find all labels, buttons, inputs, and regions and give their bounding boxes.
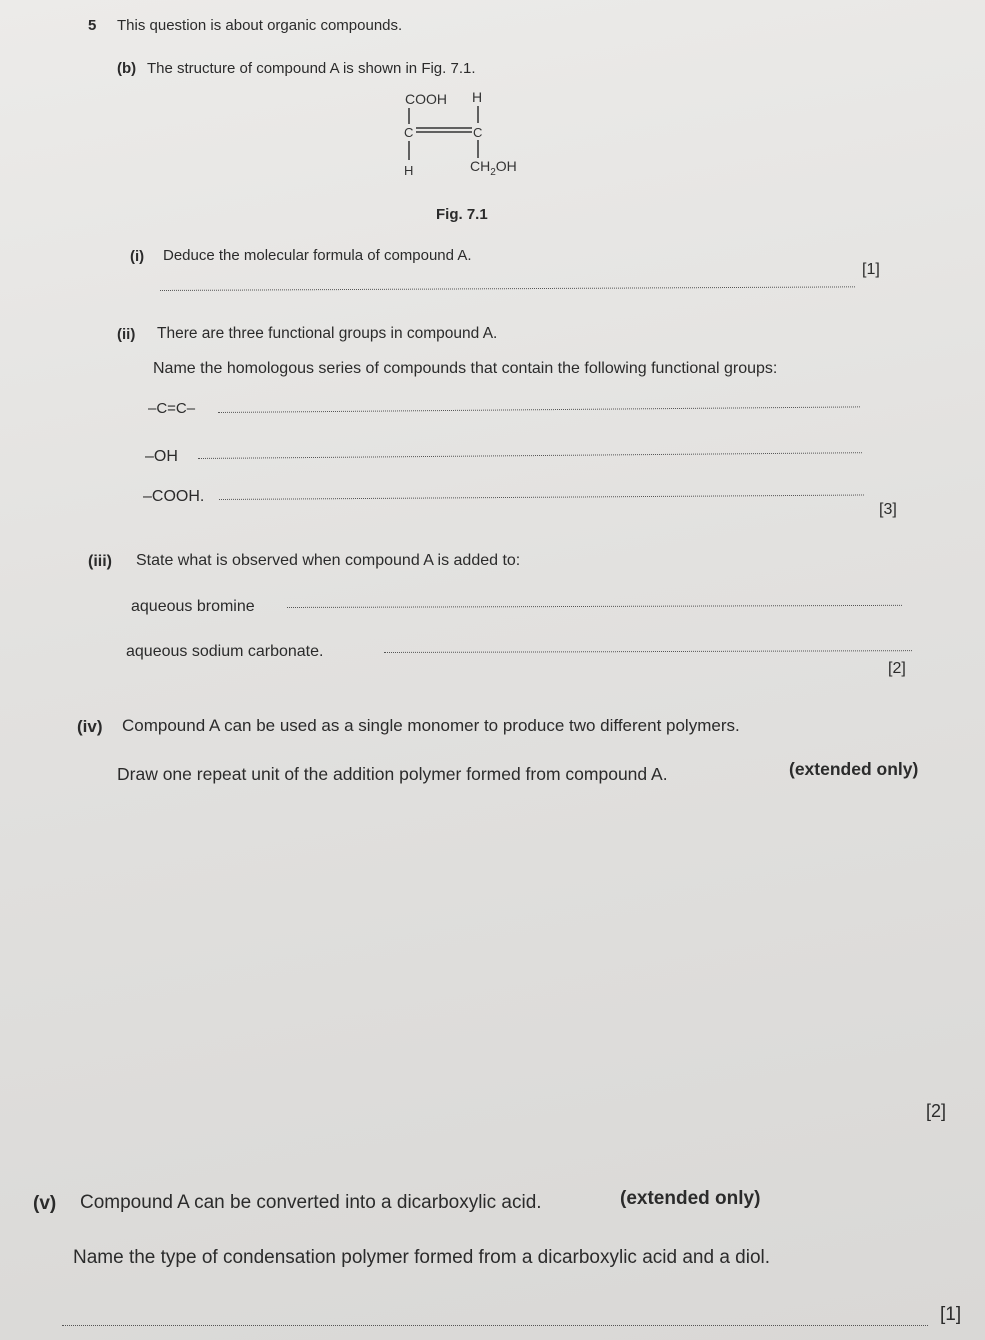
struct-c-left: C xyxy=(404,125,414,140)
q-i-label: (i) xyxy=(130,248,145,265)
q-iii-label: (iii) xyxy=(88,553,112,570)
q-iv-label: (iv) xyxy=(77,717,103,736)
figure-caption: Fig. 7.1 xyxy=(436,206,488,223)
q-i-answer-line[interactable] xyxy=(160,286,855,291)
carbonate-answer-line[interactable] xyxy=(384,650,912,653)
q-iv-drawing-area[interactable] xyxy=(80,800,940,1090)
bromine-answer-line[interactable] xyxy=(287,605,902,608)
question-number: 5 xyxy=(88,17,97,34)
q-v-text: Compound A can be converted into a dicarboxylic acid. xyxy=(80,1192,542,1213)
q-ii-label: (ii) xyxy=(117,326,136,343)
oh-answer-line[interactable] xyxy=(198,452,862,459)
compound-a-structure xyxy=(390,82,550,182)
q-v-instruction: Name the type of condensation polymer formed from a dicarboxylic acid and a diol. xyxy=(73,1247,771,1268)
part-b-intro: The structure of compound A is shown in Fig. 7.1. xyxy=(147,60,476,77)
q-iii-marks: [2] xyxy=(888,660,906,677)
question-intro: This question is about organic compounds. xyxy=(117,17,403,34)
q-iv-instruction: Draw one repeat unit of the addition polymer formed from compound A. xyxy=(117,764,668,784)
group-oh: –OH xyxy=(145,448,178,465)
q-v-answer-line[interactable] xyxy=(62,1325,928,1326)
q-ii-instruction: Name the homologous series of compounds that contain the following functional groups: xyxy=(153,360,778,377)
q-i-marks: [1] xyxy=(862,261,880,278)
group-cooh: –COOH. xyxy=(143,488,205,505)
q-v-label: (v) xyxy=(33,1193,57,1214)
q-ii-marks: [3] xyxy=(879,501,897,518)
cooh-answer-line[interactable] xyxy=(219,494,864,500)
struct-ch: CH xyxy=(470,158,491,174)
q-ii-text: There are three functional groups in compound A. xyxy=(157,325,498,342)
group-alkene: –C=C– xyxy=(148,400,196,417)
q-i-text: Deduce the molecular formula of compound A. xyxy=(163,247,472,264)
struct-c-right: C xyxy=(473,125,483,140)
q-v-marks: [1] xyxy=(940,1304,962,1325)
struct-ch2oh xyxy=(470,158,517,178)
alkene-answer-line[interactable] xyxy=(218,406,860,413)
q-iv-text: Compound A can be used as a single monomer to produce two different polymers. xyxy=(122,716,740,735)
struct-oh: OH xyxy=(495,158,517,174)
struct-cooh: COOH xyxy=(405,91,447,107)
q-iv-marks: [2] xyxy=(926,1101,947,1121)
struct-h-top: H xyxy=(472,89,483,105)
struct-h-bottom: H xyxy=(404,163,414,178)
q-iv-extended-tag: (extended only) xyxy=(789,759,919,779)
part-b-label: (b) xyxy=(117,60,137,77)
q-iii-text: State what is observed when compound A is added to: xyxy=(136,552,521,569)
item-aqueous-bromine: aqueous bromine xyxy=(131,598,255,615)
item-sodium-carbonate: aqueous sodium carbonate. xyxy=(126,643,324,660)
q-v-extended-tag: (extended only) xyxy=(620,1188,761,1209)
struct-sub-2: 2 xyxy=(490,167,496,178)
